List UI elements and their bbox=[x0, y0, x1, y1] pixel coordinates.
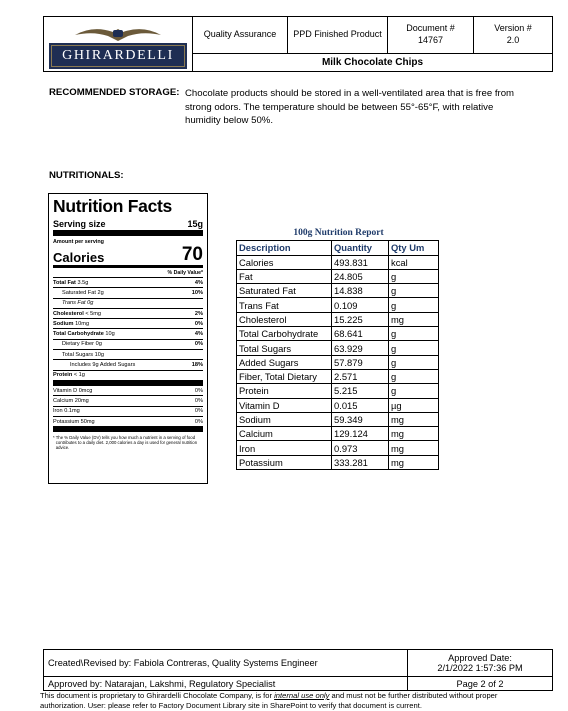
nutrient-name: Trans Fat bbox=[62, 300, 86, 307]
report-unit: g bbox=[389, 355, 439, 369]
report-quantity: 493.831 bbox=[332, 255, 389, 269]
report-quantity: 5.215 bbox=[332, 384, 389, 398]
report-description: Fiber, Total Dietary bbox=[237, 369, 332, 383]
vitamin-rows bbox=[53, 386, 203, 432]
vitamin-daily-value: 0% bbox=[194, 387, 203, 394]
nutrient-row bbox=[53, 288, 203, 298]
calories-label: Calories bbox=[53, 250, 105, 265]
document-number-cell bbox=[388, 17, 474, 54]
report-description: Potassium bbox=[237, 455, 332, 469]
vitamin-label: Potassium 50mg bbox=[53, 418, 95, 425]
report-unit: g bbox=[389, 384, 439, 398]
document-number: 14767 bbox=[417, 35, 444, 45]
vitamin-row bbox=[53, 396, 203, 406]
vitamin-row bbox=[53, 407, 203, 417]
report-col-unit: Qty Um bbox=[389, 241, 439, 255]
vitamin-row bbox=[53, 386, 203, 396]
report-quantity: 15.225 bbox=[332, 312, 389, 326]
report-col-quantity: Quantity bbox=[332, 241, 389, 255]
nutrient-rows bbox=[53, 278, 203, 386]
created-by: Created\Revised by: Fabiola Contreras, Quality Systems Engineer bbox=[48, 658, 318, 668]
report-col-description: Description bbox=[237, 241, 332, 255]
nutrient-daily-value: 0% bbox=[194, 320, 203, 327]
report-unit: mg bbox=[389, 427, 439, 441]
vitamin-row bbox=[53, 417, 203, 432]
vitamin-label: Iron 0.1mg bbox=[53, 408, 80, 415]
nutrient-name: Includes 9g Added Sugars bbox=[70, 362, 136, 369]
daily-value-header: % Daily Value* bbox=[53, 268, 203, 278]
serving-size-value: 15g bbox=[187, 219, 203, 229]
nutrient-row bbox=[53, 329, 203, 339]
nutrient-amount: < 5mg bbox=[83, 310, 102, 317]
page-number: Page 2 of 2 bbox=[456, 678, 504, 689]
nutrient-amount: 10mg bbox=[73, 320, 90, 327]
nutrient-daily-value: 18% bbox=[191, 362, 203, 369]
report-unit: g bbox=[389, 327, 439, 341]
nutrient-amount: < 1g bbox=[72, 372, 85, 379]
report-title: 100g Nutrition Report bbox=[237, 227, 439, 241]
nutrition-facts-panel bbox=[48, 193, 208, 484]
report-quantity: 0.973 bbox=[332, 441, 389, 455]
report-description: Sodium bbox=[237, 412, 332, 426]
document-header bbox=[43, 16, 553, 72]
nutrient-label bbox=[53, 341, 102, 347]
nutrient-label bbox=[53, 290, 104, 296]
report-unit: g bbox=[389, 369, 439, 383]
document-label: Document # bbox=[406, 23, 455, 34]
nutrient-amount: 0g bbox=[94, 341, 102, 348]
report-quantity: 2.571 bbox=[332, 369, 389, 383]
serving-size-row bbox=[53, 219, 203, 236]
nutrient-name: Total Carbohydrate bbox=[53, 331, 104, 338]
report-unit: mg bbox=[389, 412, 439, 426]
version-cell bbox=[474, 17, 552, 54]
report-description: Trans Fat bbox=[237, 298, 332, 312]
report-quantity: 0.109 bbox=[332, 298, 389, 312]
report-description: Calories bbox=[237, 255, 332, 269]
report-description: Calcium bbox=[237, 427, 332, 441]
report-unit: mg bbox=[389, 455, 439, 469]
report-header-row bbox=[237, 241, 439, 255]
nutrient-label bbox=[53, 280, 88, 286]
report-row bbox=[237, 312, 439, 326]
nutrient-name: Protein bbox=[53, 372, 73, 379]
nutrient-daily-value: 2% bbox=[194, 310, 203, 317]
storage-text: Chocolate products should be stored in a well-ventilated area that is free from strong odors. The temperature should be between 55°-65°F, with relative humidity below 50%. bbox=[185, 88, 515, 126]
nutrient-label bbox=[53, 321, 89, 327]
nutrient-label bbox=[53, 311, 101, 317]
report-quantity: 333.281 bbox=[332, 455, 389, 469]
report-unit: kcal bbox=[389, 255, 439, 269]
report-unit: µg bbox=[389, 398, 439, 412]
report-row bbox=[237, 327, 439, 341]
legal-notice bbox=[40, 691, 540, 711]
nutrient-daily-value: 4% bbox=[194, 331, 203, 338]
report-row bbox=[237, 355, 439, 369]
quality-assurance-cell: Quality Assurance bbox=[193, 17, 288, 54]
nutrient-row bbox=[53, 309, 203, 319]
nutritionals-label: NUTRITIONALS: bbox=[49, 170, 124, 181]
nutrient-name: Sodium bbox=[53, 320, 74, 327]
nutrient-label bbox=[53, 331, 115, 337]
nutrition-report-table bbox=[236, 227, 439, 470]
report-description: Total Sugars bbox=[237, 341, 332, 355]
nutrient-row bbox=[53, 299, 203, 309]
report-unit: mg bbox=[389, 441, 439, 455]
report-description: Saturated Fat bbox=[237, 284, 332, 298]
report-unit: g bbox=[389, 269, 439, 283]
nutrient-row bbox=[53, 319, 203, 329]
nutrient-amount: 3.5g bbox=[75, 279, 89, 286]
report-quantity: 14.838 bbox=[332, 284, 389, 298]
report-unit: g bbox=[389, 341, 439, 355]
ppd-cell: PPD Finished Product bbox=[288, 17, 388, 54]
report-quantity: 57.879 bbox=[332, 355, 389, 369]
nutrient-name: Total Sugars bbox=[62, 351, 94, 358]
report-description: Added Sugars bbox=[237, 355, 332, 369]
report-description: Cholesterol bbox=[237, 312, 332, 326]
nutrient-label bbox=[53, 362, 135, 368]
nutrient-name: Total Fat bbox=[53, 279, 76, 286]
report-row bbox=[237, 341, 439, 355]
report-quantity: 68.641 bbox=[332, 327, 389, 341]
report-row bbox=[237, 441, 439, 455]
nutrient-label bbox=[53, 352, 104, 358]
report-description: Protein bbox=[237, 384, 332, 398]
nutrient-label bbox=[53, 372, 85, 378]
report-quantity: 59.349 bbox=[332, 412, 389, 426]
vitamin-daily-value: 0% bbox=[194, 397, 203, 404]
report-row bbox=[237, 284, 439, 298]
report-description: Total Carbohydrate bbox=[237, 327, 332, 341]
nutrient-amount: 10g bbox=[103, 331, 115, 338]
vitamin-daily-value: 0% bbox=[194, 418, 203, 425]
product-name: Milk Chocolate Chips bbox=[321, 57, 424, 68]
nutrient-name: Dietary Fiber bbox=[62, 341, 95, 348]
nutrient-label bbox=[53, 300, 93, 306]
vitamin-label: Vitamin D 0mcg bbox=[53, 387, 93, 394]
nutrient-row bbox=[53, 360, 203, 370]
logo-wordmark: GHIRARDELLI bbox=[51, 45, 185, 67]
legal-notice-internal: internal use only bbox=[274, 691, 330, 700]
report-row bbox=[237, 298, 439, 312]
report-row bbox=[237, 398, 439, 412]
nutrition-facts-title: Nutrition Facts bbox=[53, 196, 172, 216]
version-label: Version # bbox=[494, 23, 532, 34]
nutrient-row bbox=[53, 278, 203, 288]
report-row bbox=[237, 255, 439, 269]
approved-date-cell bbox=[408, 650, 552, 677]
report-quantity: 63.929 bbox=[332, 341, 389, 355]
daily-value-footnote: * The % Daily Value (DV) tells you how much a nutrient in a serving of food contributes to a daily diet. 2,000 calories a day is used for general nutrition advice. bbox=[53, 432, 203, 450]
report-row bbox=[237, 427, 439, 441]
nutrient-name: Saturated Fat bbox=[62, 289, 96, 296]
nutrient-row bbox=[53, 371, 203, 386]
nutrient-name: Cholesterol bbox=[53, 310, 84, 317]
nutrient-row bbox=[53, 350, 203, 360]
nutrient-amount: 0g bbox=[85, 300, 94, 307]
calories-row bbox=[53, 245, 203, 268]
report-unit: g bbox=[389, 298, 439, 312]
document-footer bbox=[43, 649, 553, 691]
storage-label: RECOMMENDED STORAGE: bbox=[49, 87, 180, 98]
amount-per-serving: Amount per serving bbox=[53, 239, 104, 245]
report-description: Iron bbox=[237, 441, 332, 455]
footnote-text: The % Daily Value (DV) tells you how much a nutrient in a serving of food contributes to a daily diet. 2,000 calories a day is used for general nutrition advice. bbox=[55, 435, 198, 451]
approved-date-label: Approved Date: bbox=[448, 653, 512, 663]
nutrient-row bbox=[53, 340, 203, 350]
nutrient-daily-value: 10% bbox=[191, 289, 203, 296]
approved-by: Approved by: Natarajan, Lakshmi, Regulatory Specialist bbox=[48, 678, 276, 689]
vitamin-label: Calcium 20mg bbox=[53, 397, 89, 404]
nutrient-amount: 10g bbox=[93, 351, 104, 358]
page-number-cell bbox=[408, 677, 552, 690]
report-description: Fat bbox=[237, 269, 332, 283]
report-row bbox=[237, 384, 439, 398]
approved-by-cell bbox=[44, 677, 408, 690]
eagle-emblem-icon bbox=[73, 23, 163, 43]
nutrient-amount: 2g bbox=[95, 289, 104, 296]
company-logo bbox=[44, 17, 193, 71]
legal-notice-post: and must not be further distributed without proper authorization. User: please refer to Factory Document Library site in SharePoint to verify that document is current. bbox=[40, 691, 498, 710]
calories-value: 70 bbox=[181, 244, 203, 265]
approved-date: 2/1/2022 1:57:36 PM bbox=[437, 663, 523, 673]
legal-notice-pre: This document is proprietary to Ghirardelli Chocolate Company, is for bbox=[40, 691, 275, 700]
report-description: Vitamin D bbox=[237, 398, 332, 412]
nutrient-daily-value: 0% bbox=[194, 341, 203, 348]
created-by-cell bbox=[44, 650, 408, 677]
report-row bbox=[237, 412, 439, 426]
report-row bbox=[237, 455, 439, 469]
report-quantity: 0.015 bbox=[332, 398, 389, 412]
report-quantity: 24.805 bbox=[332, 269, 389, 283]
report-row bbox=[237, 369, 439, 383]
version-number: 2.0 bbox=[506, 35, 520, 45]
report-unit: mg bbox=[389, 312, 439, 326]
report-quantity: 129.124 bbox=[332, 427, 389, 441]
nutrient-daily-value: 4% bbox=[194, 279, 203, 286]
vitamin-daily-value: 0% bbox=[194, 408, 203, 415]
report-row bbox=[237, 269, 439, 283]
serving-size-label: Serving size bbox=[53, 219, 106, 229]
report-unit: g bbox=[389, 284, 439, 298]
